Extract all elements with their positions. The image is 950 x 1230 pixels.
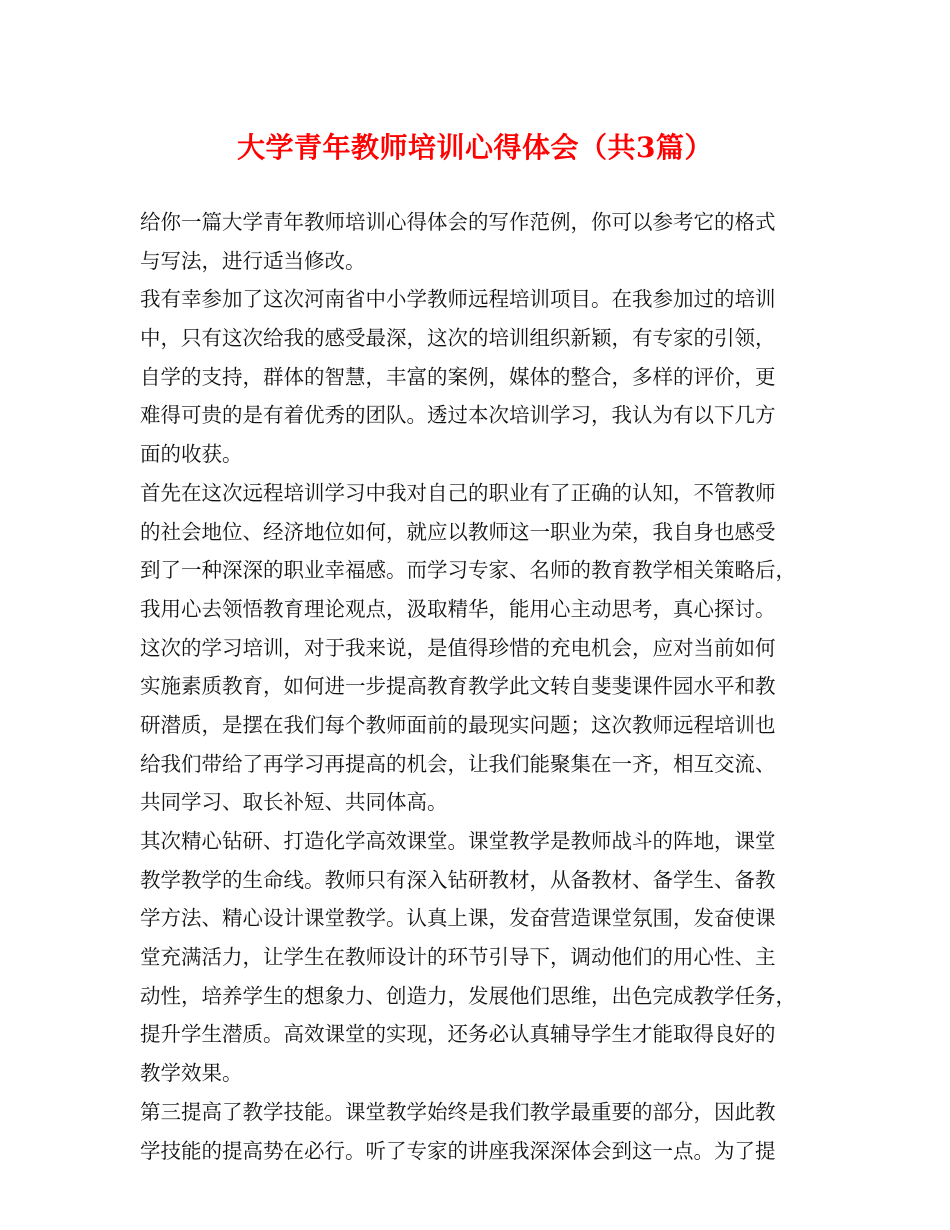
text-line: 教学教学的生命线。教师只有深入钻研教材，从备教材、备学生、备教 [140, 867, 776, 892]
text-line: 的社会地位、经济地位如何，就应以教师这一职业为荣，我自身也感受 [140, 519, 776, 544]
text-line: 学技能的提高势在必行。听了专家的讲座我深深体会到这一点。为了提 [140, 1138, 776, 1163]
document-body [140, 203, 815, 1170]
text-line: 共同学习、取长补短、共同体高。 [140, 790, 448, 815]
text-line: 实施素质教育，如何进一步提高教育教学此文转自斐斐课件园水平和教 [140, 674, 776, 699]
text-line: 教学效果。 [140, 1061, 243, 1086]
text-line: 其次精心钻研、打造化学高效课堂。课堂教学是教师战斗的阵地，课堂 [140, 829, 776, 853]
text-line: 难得可贵的是有着优秀的团队。透过本次培训学习，我认为有以下几方 [140, 403, 776, 428]
paragraph-first-point [140, 474, 815, 629]
text-line: 首先在这次远程培训学习中我对自己的职业有了正确的认知，不管教师 [140, 480, 776, 505]
paragraph-experience [140, 280, 815, 473]
text-line: 研潜质，是摆在我们每个教师面前的最现实问题；这次教师远程培训也 [140, 712, 776, 737]
text-line: 到了一种深深的职业幸福感。而学习专家、名师的教育教学相关策略后， [140, 558, 796, 583]
text-line: 提升学生潜质。高效课堂的实现，还务必认真辅导学生才能取得良好的 [140, 1022, 776, 1047]
paragraph-intro [140, 203, 815, 280]
paragraph-second-point [140, 822, 815, 1093]
paragraph-training-opportunity [140, 629, 815, 822]
text-line: 学方法、精心设计课堂教学。认真上课，发奋营造课堂氛围，发奋使课 [140, 906, 776, 931]
text-line: 与写法，进行适当修改。 [140, 248, 366, 273]
text-line: 给我们带给了再学习再提高的机会，让我们能聚集在一齐，相互交流、 [140, 751, 776, 776]
paragraph-third-point [140, 1093, 815, 1170]
text-line: 中，只有这次给我的感受最深，这次的培训组织新颖，有专家的引领， [140, 326, 776, 351]
text-line: 自学的支持，群体的智慧，丰富的案例，媒体的整合，多样的评价，更 [140, 364, 776, 389]
text-line: 第三提高了教学技能。课堂教学始终是我们教学最重要的部分，因此教 [140, 1099, 776, 1124]
document-title: 大学青年教师培训心得体会（共3篇） [237, 131, 713, 164]
text-line: 我有幸参加了这次河南省中小学教师远程培训项目。在我参加过的培训 [140, 287, 776, 312]
text-line: 我用心去领悟教育理论观点，汲取精华，能用心主动思考，真心探讨。 [140, 596, 776, 621]
text-line: 堂充满活力，让学生在教师设计的环节引导下，调动他们的用心性、主 [140, 945, 776, 970]
text-line: 给你一篇大学青年教师培训心得体会的写作范例，你可以参考它的格式 [140, 210, 776, 234]
text-line: 这次的学习培训，对于我来说，是值得珍惜的充电机会，应对当前如何 [140, 635, 776, 660]
text-line: 面的收获。 [140, 442, 243, 467]
text-line: 动性，培养学生的想象力、创造力，发展他们思维，出色完成教学任务， [140, 983, 796, 1008]
